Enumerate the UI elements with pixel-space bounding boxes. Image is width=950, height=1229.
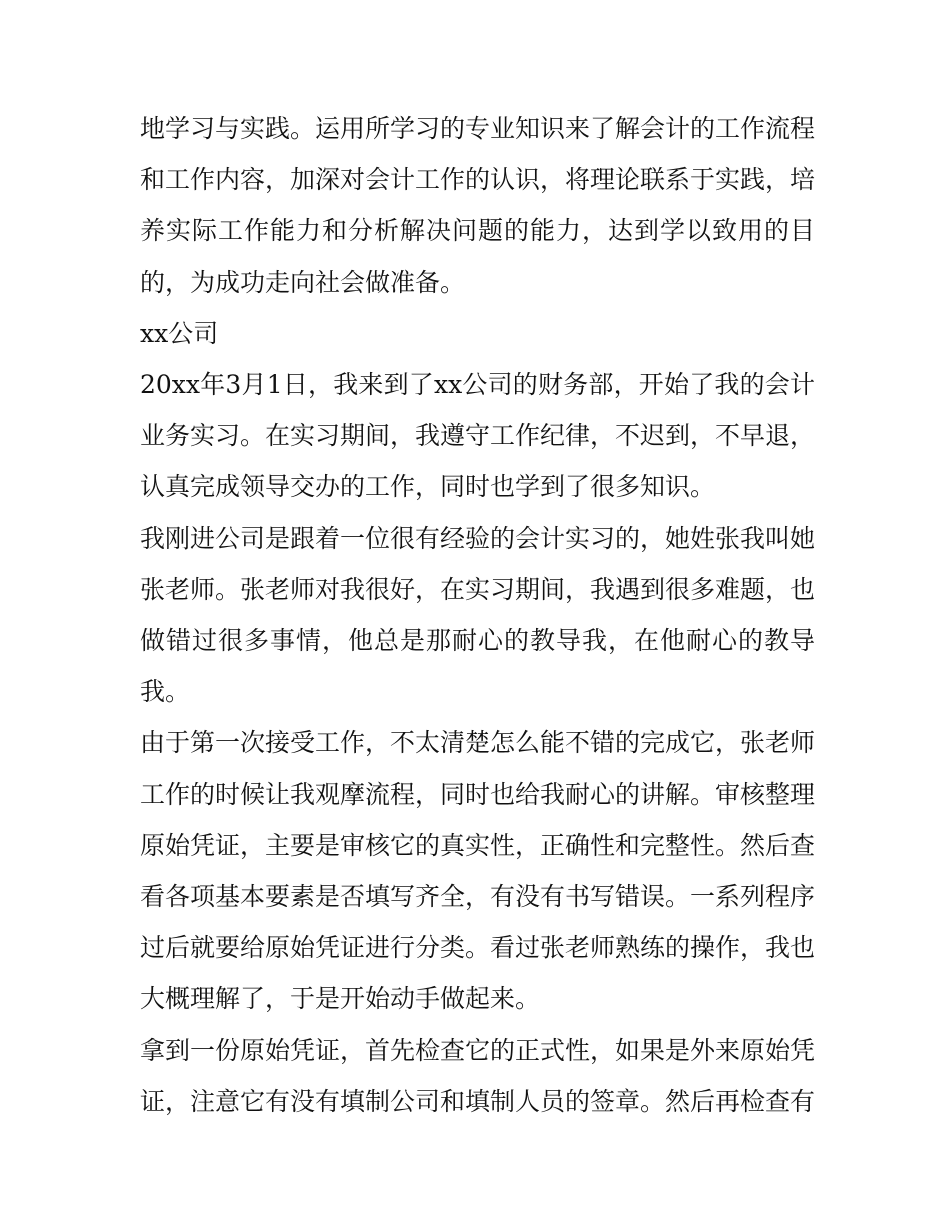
- paragraph-5: 由于第一次接受工作，不太清楚怎么能不错的完成它，张老师工作的时候让我观摩流程，同时也给我耐心的讲解。审核整理原始凭证，主要是审核它的真实性，正确性和完整性。然后查看各项基本要素是否填写齐全，有没有书写错误。一系列程序过后就要给原始凭证进行分类。看过张老师熟练的操作，我也大概理解了，于是开始动手做起来。: [140, 728, 816, 1014]
- paragraph-6: 拿到一份原始凭证，首先检查它的正式性，如果是外来原始凭证，注意它有没有填制公司和填制人员的签章。然后再检查有: [140, 1035, 816, 1116]
- paragraph-2-company-heading: xx公司: [140, 318, 219, 348]
- paragraph-1: 地学习与实践。运用所学习的专业知识来了解会计的工作流程和工作内容，加深对会计工作的认识，将理论联系于实践，培养实际工作能力和分析解决问题的能力，达到学以致用的目的，为成功走向社会做准备。: [140, 114, 816, 297]
- paragraph-4: 我刚进公司是跟着一位很有经验的会计实习的，她姓张我叫她张老师。张老师对我很好，在实习期间，我遇到很多难题，也做错过很多事情，他总是那耐心的教导我，在他耐心的教导我。: [140, 523, 816, 707]
- paragraph-3: 20xx年3月1日，我来到了xx公司的财务部，开始了我的会计业务实习。在实习期间，我遵守工作纪律，不迟到，不早退，认真完成领导交办的工作，同时也学到了很多知识。: [140, 370, 816, 502]
- document-body: [140, 103, 815, 1127]
